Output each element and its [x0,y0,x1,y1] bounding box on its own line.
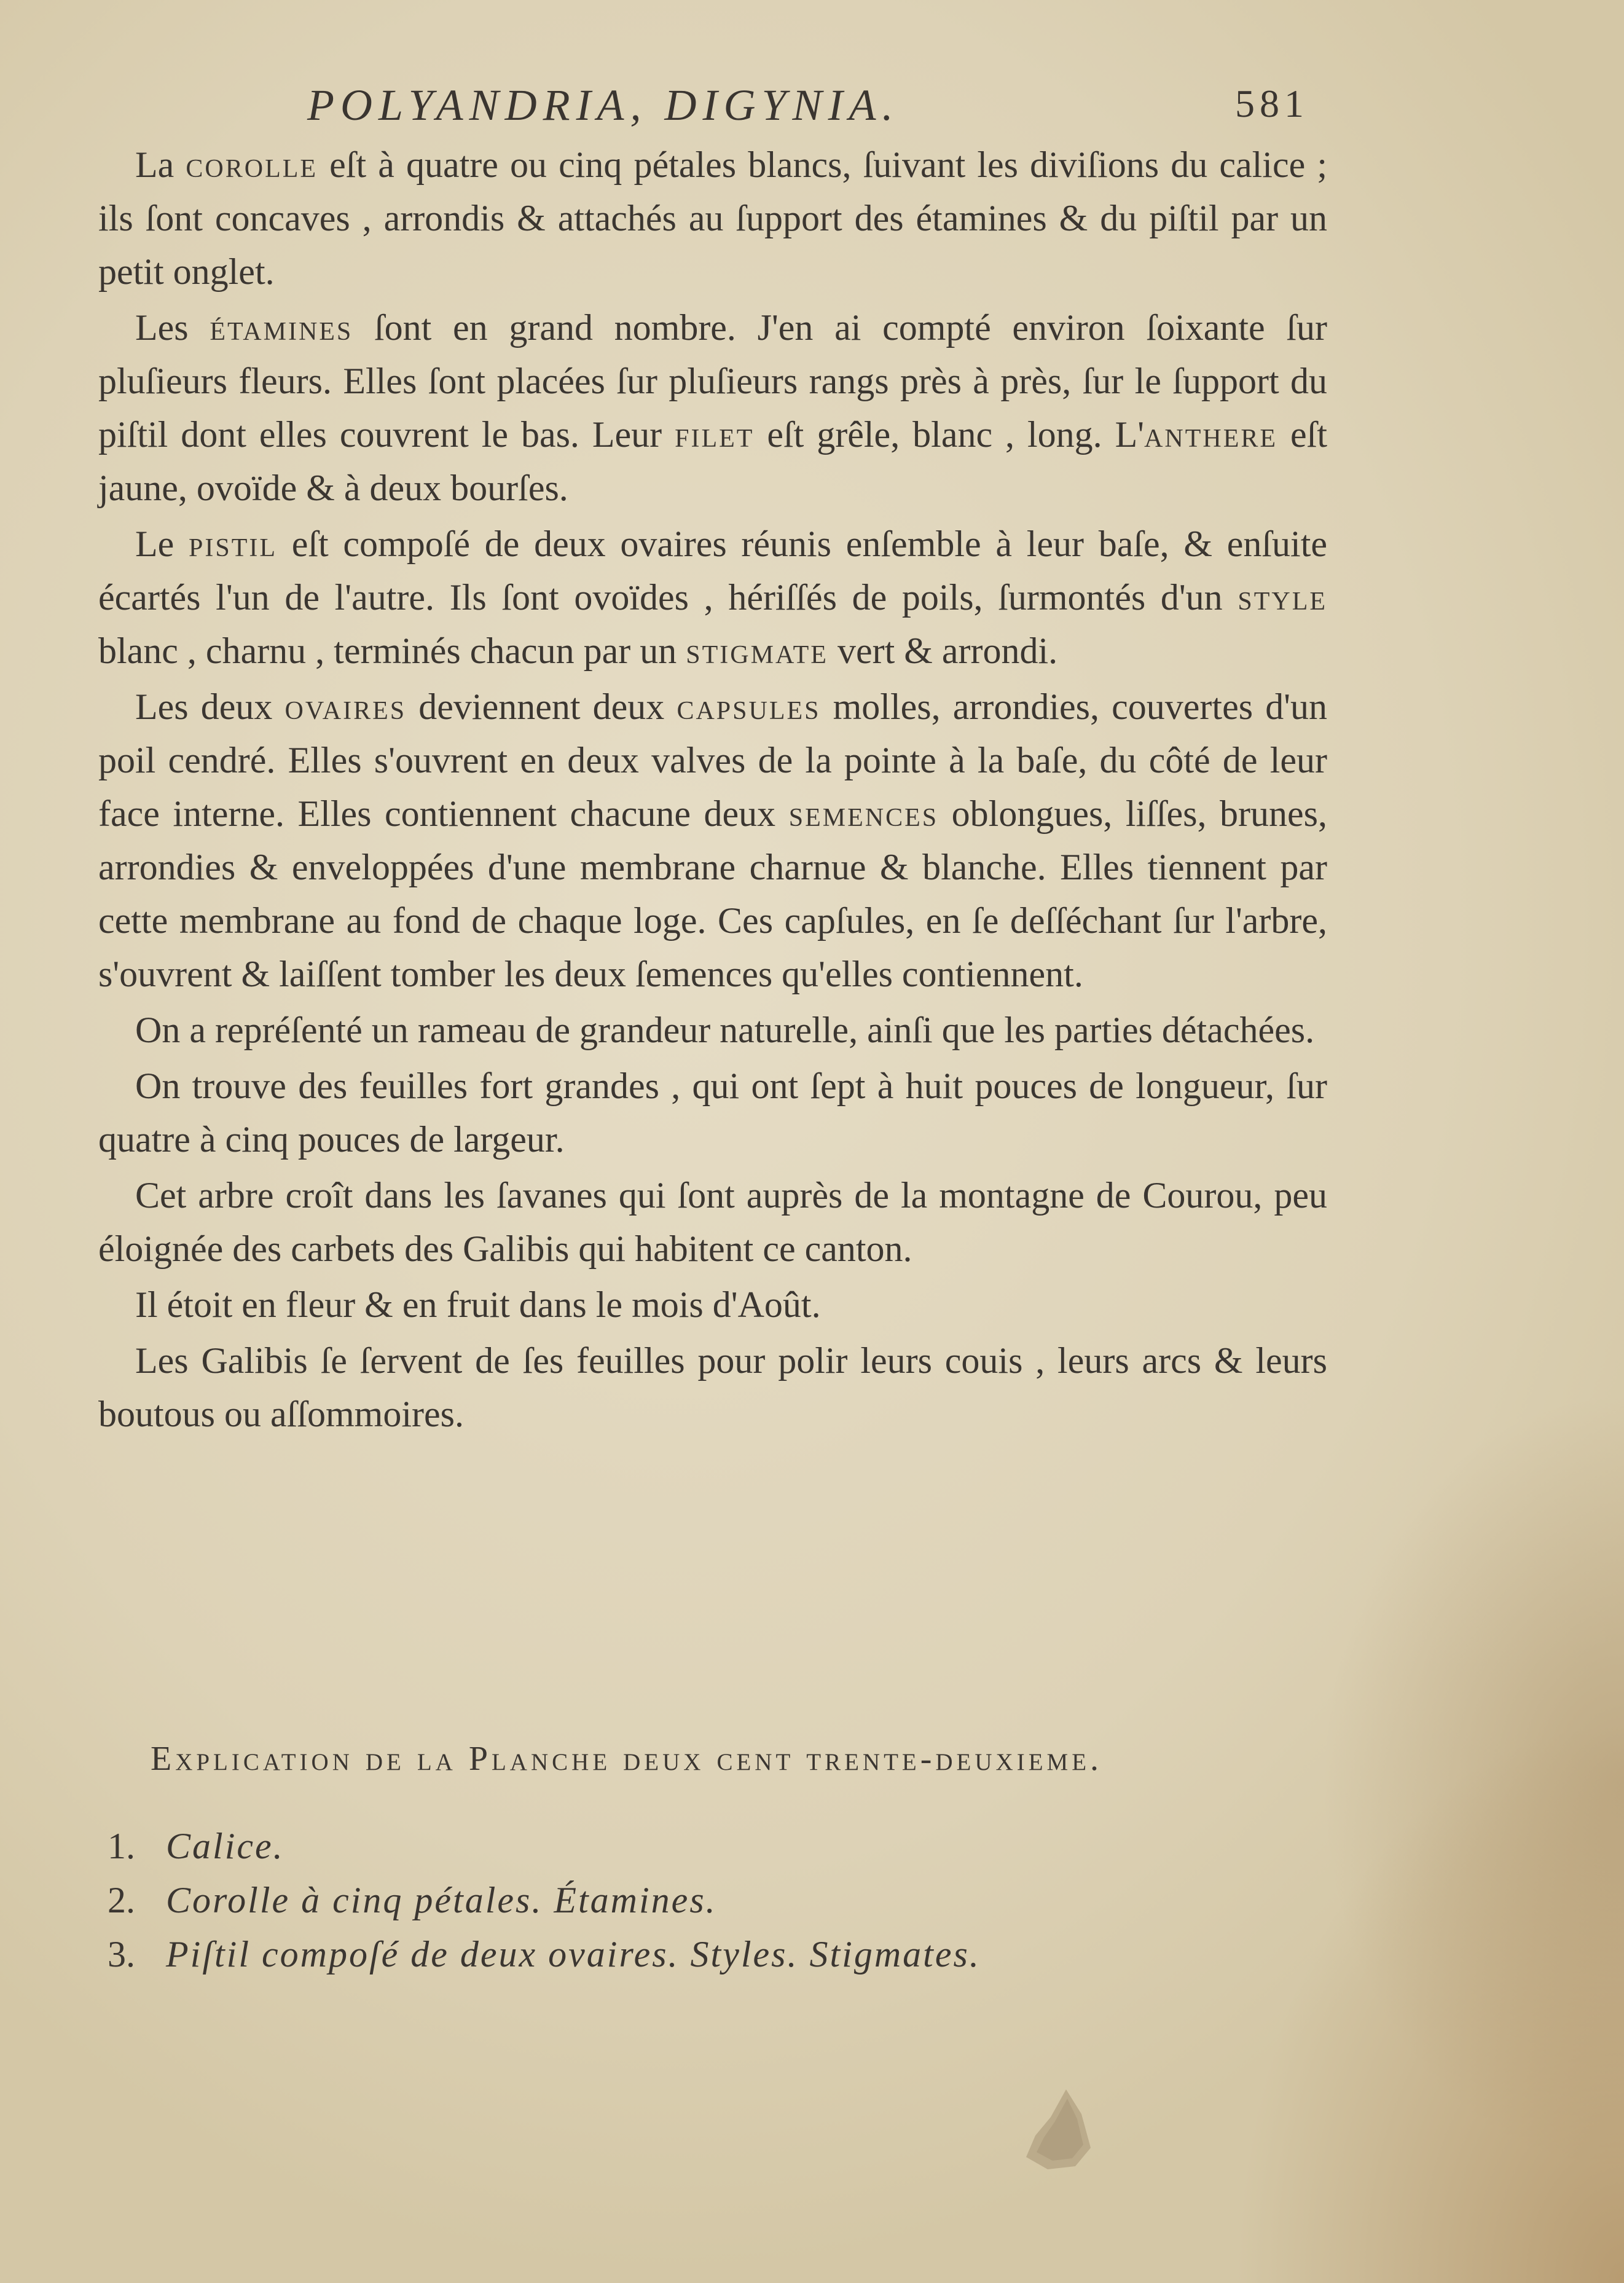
plate-item [108,1927,1275,1981]
running-title: POLYANDRIA, DIGYNIA. [307,81,900,130]
plate-item-number: 2. [108,1880,135,1920]
plate-item [108,1873,1275,1927]
term-ovaires: ovaires [284,686,407,727]
page-header [0,68,1624,141]
paper-stain-mark [1023,2089,1097,2169]
plate-item-caption: Calice. [166,1826,284,1866]
paragraph-pistil: Le pistil eſt compoſé de deux ovaires réunis enſemble à leur baſe, & enſuite écartés l'un de l'autre. Ils ſont ovoïdes , hériſſés de poils, ſurmontés d'un style blanc , charnu , terminés chacun par un stigmate vert & arrondi. [98,524,1327,671]
paragraph-rameau: On a repréſenté un rameau de grandeur naturelle, ainſi que les parties détachées. [135,1010,1315,1050]
paragraph-floraison: Il étoit en fleur & en fruit dans le mois d'Août. [135,1284,821,1325]
term-corolle: corolle [186,144,318,185]
plate-item-caption: Piſtil compoſé de deux ovaires. Styles. Stigmates. [166,1934,981,1975]
paragraph-feuilles: On trouve des feuilles fort grandes , qui ont ſept à huit pouces de longueur, ſur quatre à cinq pouces de largeur. [98,1066,1327,1160]
term-etamines: étamines [210,307,353,348]
term-filet: filet [675,414,755,455]
plate-item-caption: Corolle à cinq pétales. Étamines. [166,1880,717,1920]
paragraph-etamines: Les étamines ſont en grand nombre. J'en ai compté environ ſoixante ſur pluſieurs fleurs. Elles ſont placées ſur pluſieurs rangs près à près, ſur le ſupport du piſtil dont elles couvrent le bas. Leur filet eſt grêle, blanc , long. L'anthere eſt jaune, ovoïde & à deux bourſes. [98,307,1327,508]
page-number: 581 [1235,82,1309,125]
term-style: style [1238,577,1327,618]
term-capsules: capsules [677,686,821,727]
plate-list [108,1819,1275,1981]
plate-item-number: 3. [108,1934,135,1975]
paragraph-corolle: La corolle eſt à quatre ou cinq pétales blancs, ſuivant les diviſions du calice ; ils ſont concaves , arrondis & attachés au ſupport des étamines & du piſtil par un petit onglet. [98,144,1327,292]
main-text [98,138,1327,1444]
paragraph-usage: Les Galibis ſe ſervent de ſes feuilles pour polir leurs couis , leurs arcs & leurs boutous ou aſſommoires. [98,1340,1327,1434]
paragraph-habitat: Cet arbre croît dans les ſavanes qui ſont auprès de la montagne de Courou, peu éloignée des carbets des Galibis qui habitent ce canton. [98,1175,1327,1269]
plate-item-number: 1. [108,1826,135,1866]
term-pistil: pistil [189,524,277,564]
term-semences: semences [788,793,939,834]
term-stigmate: stigmate [686,631,828,671]
paragraph-ovaires: Les deux ovaires deviennent deux capsules molles, arrondies, couvertes d'un poil cendré. Elles s'ouvrent en deux valves de la pointe à la baſe, du côté de leur face interne. Elles contiennent chacune deux semences oblongues, liſſes, brunes, arrondies & enveloppées d'une membrane charnue & blanche. Elles tiennent par cette membrane au fond de chaque loge. Ces capſules, en ſe deſſéchant ſur l'arbre, s'ouvrent & laiſſent tomber les deux ſemences qu'elles contiennent. [98,686,1328,994]
term-anthere: anthere [1144,414,1278,455]
plate-heading: Explication de la Planche deux cent trente-deuxieme. [151,1740,1103,1778]
plate-item [108,1819,1275,1873]
